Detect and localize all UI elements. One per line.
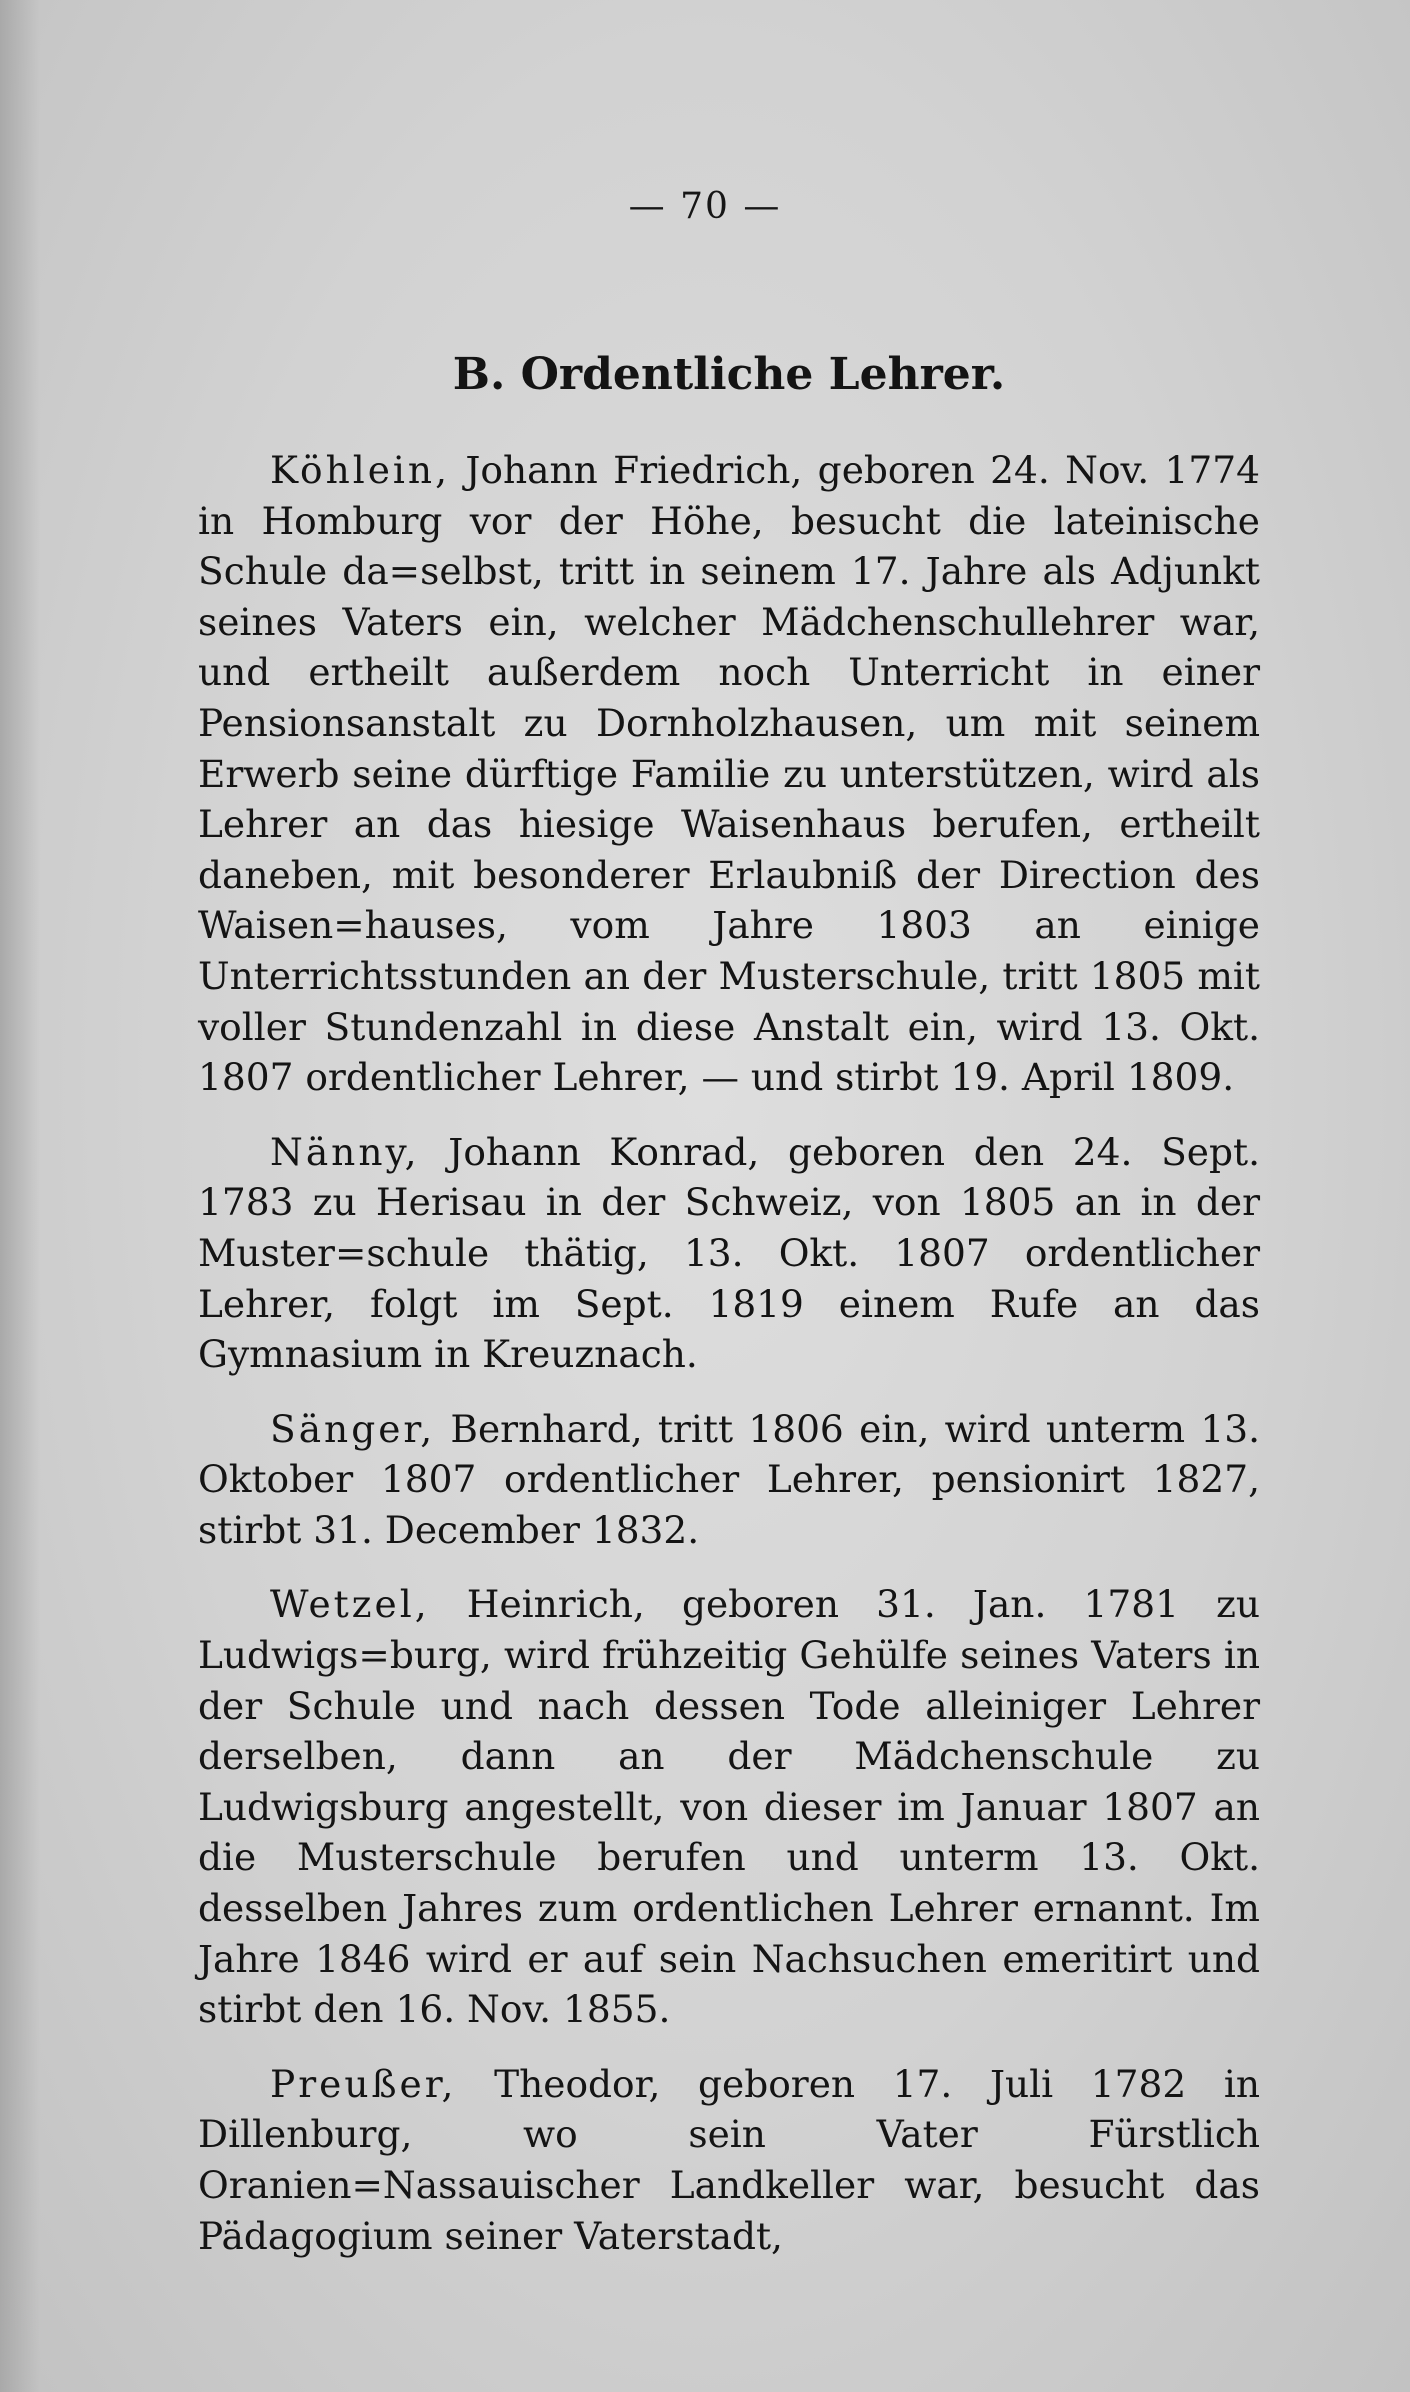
- entry-text: Johann Konrad, geboren den 24. Sept. 1783 zu Herisau in der Schweiz, von 1805 an in der Muster=schule thätig, 13. Okt. 1807 ordentlicher Lehrer, folgt im Sept. 1819 einem Rufe an das Gymnasium in Kreuznach.: [198, 1129, 1260, 1377]
- entry-name: Nänny,: [270, 1129, 420, 1174]
- entry-text: Heinrich, geboren 31. Jan. 1781 zu Ludwigs=burg, wird frühzeitig Gehülfe seines Vaters in der Schule und nach dessen Tode alleiniger Lehrer derselben, dann an der Mädchenschule zu Ludwigsburg angestellt, von dieser im Januar 1807 an die Musterschule berufen und unterm 13. Okt. desselben Jahres zum ordentlichen Lehrer ernannt. Im Jahre 1846 wird er auf sein Nachsuchen emeritirt und stirbt den 16. Nov. 1855.: [198, 1582, 1260, 2032]
- biography-entry-wetzel: [198, 1579, 1260, 2034]
- entry-name: Wetzel,: [270, 1582, 430, 1627]
- biography-entry-preusser: [198, 2059, 1260, 2261]
- entry-text: Theodor, geboren 17. Juli 1782 in Dillenburg, wo sein Vater Fürstlich Oranien=Nassauischer Landkeller war, besucht das Pädagogium seiner Vaterstadt,: [198, 2061, 1260, 2258]
- biography-entry-saenger: [198, 1404, 1260, 1556]
- entry-text: Bernhard, tritt 1806 ein, wird unterm 13. Oktober 1807 ordentlicher Lehrer, pensionirt 1827, stirbt 31. December 1832.: [198, 1406, 1260, 1552]
- biography-entry-koehlein: [198, 445, 1260, 1103]
- entry-text: Johann Friedrich, geboren 24. Nov. 1774 in Homburg vor der Höhe, besucht die lateinische Schule da=selbst, tritt in seinem 17. Jahre als Adjunkt seines Vaters ein, welcher Mädchenschullehrer war, und ertheilt außerdem noch Unterricht in einer Pensionsanstalt zu Dornholzhausen, um mit seinem Erwerb seine dürftige Familie zu unterstützen, wird als Lehrer an das hiesige Waisenhaus berufen, ertheilt daneben, mit besonderer Erlaubniß der Direction des Waisen=hauses, vom Jahre 1803 an einige Unterrichtsstunden an der Musterschule, tritt 1805 mit voller Stundenzahl in diese Anstalt ein, wird 13. Okt. 1807 ordentlicher Lehrer, — und stirbt 19. April 1809.: [198, 448, 1260, 1100]
- entry-name: Köhlein,: [270, 448, 450, 492]
- section-heading: B. Ordentliche Lehrer.: [452, 349, 1006, 400]
- entry-name: Preußer,: [270, 2061, 457, 2106]
- page-body: [198, 345, 1260, 2285]
- entry-name: Sänger,: [270, 1406, 436, 1451]
- page-number: — 70 —: [628, 186, 782, 227]
- biography-entry-naenny: [198, 1127, 1260, 1380]
